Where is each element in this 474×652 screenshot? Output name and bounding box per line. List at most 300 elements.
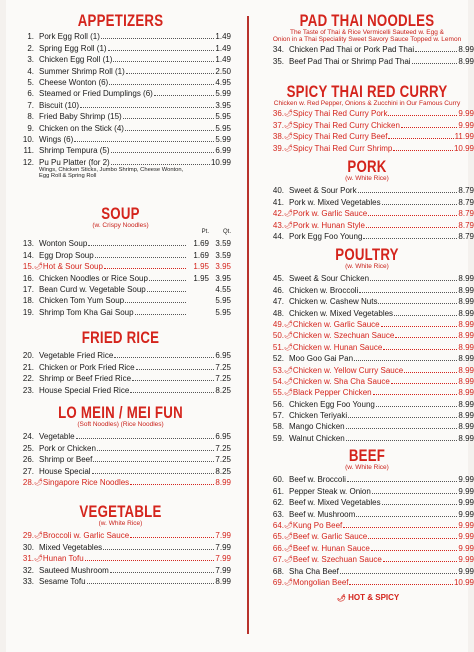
- item-price: 8.79: [458, 220, 474, 230]
- item-number: 57.: [272, 411, 284, 421]
- menu-item-row: [10, 110, 231, 121]
- item-price-pint: 1.69: [193, 239, 209, 249]
- item-price: 8.99: [458, 433, 474, 443]
- item-number: 10.: [22, 134, 34, 144]
- menu-item-row: [10, 144, 231, 155]
- item-price: 10.99: [210, 157, 231, 167]
- menu-item-row: [10, 87, 231, 98]
- item-price-quart: 5.95: [215, 296, 231, 306]
- item-name: Vegetable: [39, 432, 75, 442]
- dot-leader: [343, 527, 457, 528]
- dot-leader: [130, 392, 214, 393]
- item-price: 9.99: [458, 486, 474, 496]
- chili-pepper-icon: 🌶: [284, 377, 293, 385]
- item-number: 41.: [272, 197, 284, 207]
- item-name: House Special: [39, 466, 91, 476]
- item-price: 8.99: [458, 297, 474, 307]
- item-price: 5.99: [215, 134, 231, 144]
- lo-mein-list: [10, 430, 231, 487]
- item-name: Chicken w. Cashew Nuts: [289, 297, 378, 307]
- dot-leader: [348, 417, 457, 418]
- item-price-quart: 3.95: [215, 273, 231, 283]
- dot-leader: [104, 268, 186, 269]
- dot-leader: [95, 257, 186, 258]
- dot-leader: [368, 215, 457, 216]
- menu-item-row: [10, 305, 231, 316]
- menu-item-row: [10, 552, 231, 563]
- item-number: 21.: [22, 362, 34, 372]
- dot-leader: [378, 303, 457, 304]
- fried-rice-section: [10, 329, 231, 395]
- chili-pepper-icon: 🌶: [284, 521, 293, 529]
- chili-pepper-icon: 🌶: [284, 210, 293, 218]
- item-price: 8.99: [458, 331, 474, 341]
- dot-leader: [393, 150, 453, 151]
- appetizers-list: [10, 30, 231, 167]
- menu-item-row: [260, 409, 474, 420]
- dot-leader: [108, 50, 215, 51]
- menu-item-row: [260, 230, 474, 241]
- item-price: 8.99: [215, 576, 231, 586]
- hot-spicy-legend: [337, 593, 399, 602]
- item-number: 31.: [22, 554, 34, 564]
- item-name: Chicken Teriyaki: [289, 411, 348, 421]
- item-price: 6.95: [215, 351, 231, 361]
- item-number: 20.: [22, 351, 34, 361]
- item-name: Hot & Sour Soup: [42, 262, 103, 272]
- menu-item-row: [10, 76, 231, 87]
- poultry-section: [260, 246, 474, 443]
- item-number: 39.: [272, 143, 284, 153]
- item-price: 7.25: [215, 455, 231, 465]
- item-price: 3.95: [215, 100, 231, 110]
- pork-list: [260, 184, 474, 241]
- item-name: Steamed or Fried Dumplings (6): [39, 89, 153, 99]
- menu-item-row: [10, 464, 231, 475]
- item-price: 10.99: [453, 143, 474, 153]
- item-name: Moo Goo Gai Pan: [289, 354, 354, 364]
- item-price: 9.99: [458, 498, 474, 508]
- item-price: 7.25: [215, 374, 231, 384]
- item-name: Pork or Chicken: [39, 443, 96, 453]
- item-number: 69.: [272, 577, 284, 587]
- dot-leader: [356, 516, 457, 517]
- dot-leader: [97, 450, 215, 451]
- beef-subtitle: (w. White Rice): [345, 464, 389, 471]
- menu-item-row: [260, 195, 474, 206]
- item-number: 48.: [272, 308, 284, 318]
- menu-item-row: [10, 529, 231, 540]
- menu-item-row: [260, 363, 474, 374]
- item-name: Spicy Thai Red Curry Chicken: [292, 120, 400, 130]
- item-number: 25.: [22, 443, 34, 453]
- item-name: Singapore Rice Noodles: [42, 477, 130, 487]
- dot-leader: [382, 204, 458, 205]
- item-number: 9.: [27, 123, 34, 133]
- item-price: 1.49: [215, 55, 231, 65]
- item-price: 8.79: [458, 209, 474, 219]
- chili-pepper-icon: 🌶: [337, 595, 346, 602]
- menu-item-row: [260, 43, 474, 54]
- item-name: Pork w. Hunan Style: [292, 220, 365, 230]
- item-number: 68.: [272, 566, 284, 576]
- menu-item-row: [260, 375, 474, 386]
- menu-item-row: [10, 430, 231, 441]
- menu-item-row: [10, 237, 231, 248]
- menu-item-row: [260, 218, 474, 229]
- dot-leader: [130, 537, 214, 538]
- menu-item-row: [260, 352, 474, 363]
- item-price: 10.99: [453, 577, 474, 587]
- item-number: 67.: [272, 555, 284, 565]
- item-price: 11.99: [454, 132, 474, 142]
- menu-item-row: [10, 372, 231, 383]
- item-price: 8.99: [458, 274, 474, 284]
- dot-leader: [404, 372, 457, 373]
- dot-leader: [370, 280, 457, 281]
- soup-section: [10, 205, 231, 317]
- menu-item-row: [260, 397, 474, 408]
- item-name: Spicy Thai Red Curry Pork: [292, 109, 388, 119]
- dot-leader: [349, 584, 452, 585]
- dot-leader: [363, 238, 457, 239]
- item-price-pint: 1.95: [193, 273, 209, 283]
- item-name: Sha Cha Beef: [289, 566, 339, 576]
- pupu-note-line1: Wings, Chicken Sticks, Jumbo Shrimp, Cheese Wonton,: [39, 166, 184, 173]
- menu-item-row: [260, 431, 474, 442]
- chili-pepper-icon: 🌶: [284, 556, 293, 564]
- dot-leader: [114, 357, 214, 358]
- item-name: Biscuit (10): [39, 100, 80, 110]
- chili-pepper-icon: 🌶: [284, 366, 293, 374]
- item-number: 19.: [22, 307, 34, 317]
- item-price: 8.99: [458, 319, 474, 329]
- item-name: Chicken Pad Thai or Pork Pad Thai: [289, 45, 415, 55]
- dot-leader: [123, 118, 215, 119]
- item-price: 8.99: [458, 354, 474, 364]
- item-name: Sweet & Sour Chicken: [289, 274, 370, 284]
- pork-title: PORK: [347, 157, 387, 176]
- item-number: 64.: [272, 520, 284, 530]
- item-name: Chicken on the Stick (4): [39, 123, 124, 133]
- item-name: Beef w. Szechuan Sauce: [292, 555, 382, 565]
- dot-leader: [74, 141, 214, 142]
- dot-leader: [136, 369, 215, 370]
- item-price: 4.95: [215, 77, 231, 87]
- pad-thai-section: [260, 12, 474, 66]
- red-curry-section: [260, 83, 474, 153]
- item-price: 9.99: [458, 566, 474, 576]
- dot-leader: [149, 280, 186, 281]
- item-name: Chicken w. Mixed Vegetables: [289, 308, 394, 318]
- item-number: 66.: [272, 543, 284, 553]
- dot-leader: [92, 473, 215, 474]
- item-price: 8.99: [458, 56, 474, 66]
- item-name: Chicken w. Sha Cha Sauce: [292, 376, 390, 386]
- menu-item-row: [260, 207, 474, 218]
- vegetable-title: VEGETABLE: [79, 502, 162, 521]
- dot-leader: [371, 550, 458, 551]
- item-price: 7.99: [215, 565, 231, 575]
- item-number: 1.: [27, 32, 34, 42]
- dot-leader: [80, 107, 214, 108]
- item-price-quart: 3.95: [215, 262, 231, 272]
- item-price: 8.99: [215, 477, 231, 487]
- dot-leader: [388, 138, 453, 139]
- item-number: 53.: [272, 365, 284, 375]
- poultry-list: [260, 272, 474, 443]
- item-name: Vegetable Fried Rice: [39, 351, 114, 361]
- item-price: 9.99: [458, 555, 474, 565]
- dot-leader: [346, 428, 458, 429]
- item-name: Chicken w. Hunan Sauce: [292, 342, 383, 352]
- item-name: Spicy Thai Red Curry Beef: [292, 132, 388, 142]
- item-price: 7.25: [215, 443, 231, 453]
- menu-item-row: [10, 64, 231, 75]
- menu-item-row: [10, 476, 231, 487]
- item-number: 18.: [22, 296, 34, 306]
- item-name: Beef w. Hunan Sauce: [292, 543, 370, 553]
- menu-item-row: [260, 272, 474, 283]
- item-price: 8.99: [458, 45, 474, 55]
- soup-list: [10, 237, 231, 317]
- dot-leader: [347, 481, 458, 482]
- item-price: 9.99: [458, 120, 474, 130]
- item-name: Chicken w. Garlic Sauce: [292, 319, 380, 329]
- item-number: 65.: [272, 532, 284, 542]
- hot-spicy-label: HOT & SPICY: [348, 593, 400, 602]
- dot-leader: [132, 380, 214, 381]
- item-name: Sauteed Mushroom: [39, 565, 109, 575]
- item-number: 2.: [27, 43, 34, 53]
- dot-leader: [391, 383, 458, 384]
- item-number: 33.: [22, 576, 34, 586]
- menu-item-row: [260, 576, 474, 587]
- item-price: 8.99: [458, 411, 474, 421]
- item-price: 9.99: [458, 543, 474, 553]
- item-price-pint: 1.95: [193, 262, 209, 272]
- dot-leader: [359, 292, 457, 293]
- pad-thai-desc-line2: Onion in a Thai Speciality Sweet Savory Sauce Topped w. Lemon: [272, 36, 462, 43]
- item-name: Summer Shrimp Roll (1): [39, 66, 125, 76]
- item-number: 12.: [22, 157, 34, 167]
- item-name: Chicken w. Szechuan Sauce: [292, 331, 395, 341]
- dot-leader: [76, 438, 215, 439]
- appetizers-section: [10, 12, 231, 180]
- dot-leader: [113, 61, 214, 62]
- item-number: 32.: [22, 565, 34, 575]
- menu-item-row: [10, 98, 231, 109]
- item-name: Egg Drop Soup: [39, 250, 94, 260]
- chili-pepper-icon: 🌶: [34, 532, 43, 540]
- item-name: Beef Pad Thai or Shrimp Pad Thai: [289, 56, 411, 66]
- item-price: 8.99: [458, 308, 474, 318]
- dot-leader: [401, 127, 458, 128]
- chili-pepper-icon: 🌶: [34, 263, 43, 271]
- item-name: Wings (6): [39, 134, 74, 144]
- item-name: Shrimp Tom Kha Gai Soup: [39, 307, 134, 317]
- menu-item-row: [260, 54, 474, 65]
- vegetable-section: [10, 503, 231, 586]
- menu-item-row: [260, 473, 474, 484]
- menu-item-row: [10, 248, 231, 259]
- menu-item-row: [260, 283, 474, 294]
- dot-leader: [358, 192, 458, 193]
- menu-item-row: [10, 41, 231, 52]
- item-number: 29.: [22, 531, 34, 541]
- pork-section: [260, 158, 474, 241]
- item-number: 49.: [272, 319, 284, 329]
- dot-leader: [415, 51, 457, 52]
- menu-item-row: [260, 329, 474, 340]
- menu-item-row: [10, 294, 231, 305]
- item-number: 27.: [22, 466, 34, 476]
- menu-item-row: [260, 141, 474, 152]
- item-name: Mongolian Beef: [292, 577, 349, 587]
- item-number: 14.: [22, 250, 34, 260]
- chili-pepper-icon: 🌶: [284, 110, 293, 118]
- pad-thai-desc-line1: The Taste of Thai & Rice Vermicelli Sauteed w. Egg &: [289, 29, 445, 36]
- item-price: 5.95: [215, 123, 231, 133]
- menu-item-row: [10, 53, 231, 64]
- item-name: Chicken Egg Roll (1): [39, 55, 113, 65]
- menu-item-row: [260, 340, 474, 351]
- item-name: Chicken or Pork Fried Rice: [39, 362, 135, 372]
- item-name: Black Pepper Chicken: [292, 388, 372, 398]
- item-number: 26.: [22, 455, 34, 465]
- appetizers-title: APPETIZERS: [77, 11, 164, 30]
- dot-leader: [354, 360, 457, 361]
- menu-item-row: [260, 564, 474, 575]
- quart-label: Qt.: [222, 229, 231, 235]
- item-name: Pu Pu Platter (for 2): [39, 157, 110, 167]
- menu-item-row: [260, 484, 474, 495]
- item-name: Chicken Noodles or Rice Soup: [39, 273, 148, 283]
- item-number: 34.: [272, 45, 284, 55]
- item-number: 5.: [27, 77, 34, 87]
- item-price: 6.95: [215, 432, 231, 442]
- menu-item-row: [260, 386, 474, 397]
- dot-leader: [111, 164, 210, 165]
- item-price-quart: 4.55: [215, 284, 231, 294]
- dot-leader: [394, 315, 457, 316]
- item-name: Wonton Soup: [39, 239, 88, 249]
- item-price: 5.95: [215, 112, 231, 122]
- item-price-quart: 5.95: [215, 307, 231, 317]
- item-price: 8.99: [458, 388, 474, 398]
- item-number: 54.: [272, 376, 284, 386]
- item-name: Chicken Tom Yum Soup: [39, 296, 125, 306]
- item-name: Pepper Steak w. Onion: [289, 486, 371, 496]
- item-number: 47.: [272, 297, 284, 307]
- item-number: 22.: [22, 374, 34, 384]
- item-name: Mango Chicken: [289, 422, 345, 432]
- pork-subtitle: (w. White Rice): [345, 175, 389, 182]
- poultry-subtitle: (w. White Rice): [345, 263, 389, 270]
- item-name: Beef w. Mixed Vegetables: [289, 498, 381, 508]
- item-price: 9.99: [458, 532, 474, 542]
- item-number: 44.: [272, 231, 284, 241]
- item-number: 28.: [22, 477, 34, 487]
- item-number: 45.: [272, 274, 284, 284]
- pad-thai-title: PAD THAI NOODLES: [299, 11, 435, 30]
- menu-item-row: [260, 420, 474, 431]
- item-price: 6.99: [215, 146, 231, 156]
- dot-leader: [154, 95, 215, 96]
- dot-leader: [88, 245, 186, 246]
- item-number: 59.: [272, 433, 284, 443]
- item-price: 7.99: [215, 554, 231, 564]
- item-name: Sesame Tofu: [39, 576, 86, 586]
- chili-pepper-icon: 🌶: [284, 533, 293, 541]
- dot-leader: [101, 38, 215, 39]
- item-price: 8.25: [215, 466, 231, 476]
- dot-leader: [366, 227, 457, 228]
- chili-pepper-icon: 🌶: [284, 343, 293, 351]
- dot-leader: [383, 561, 458, 562]
- menu-item-row: [10, 260, 231, 271]
- item-price: 8.99: [458, 365, 474, 375]
- item-name: Spring Egg Roll (1): [39, 43, 107, 53]
- item-number: 6.: [27, 89, 34, 99]
- item-price-quart: 3.59: [215, 250, 231, 260]
- item-number: 7.: [27, 100, 34, 110]
- menu-item-row: [260, 519, 474, 530]
- pupu-note-line2: Egg Roll & Spring Roll: [39, 173, 97, 180]
- item-name: Pork Egg Foo Young: [289, 231, 363, 241]
- red-curry-list: [260, 107, 474, 153]
- menu-item-row: [260, 107, 474, 118]
- item-name: Hunan Tofu: [42, 554, 84, 564]
- soup-subtitle: (w. Crispy Noodles): [92, 222, 149, 229]
- chili-pepper-icon: 🌶: [284, 578, 293, 586]
- chili-pepper-icon: 🌶: [284, 221, 293, 229]
- item-price: 7.99: [215, 531, 231, 541]
- item-price: 9.99: [458, 520, 474, 530]
- dot-leader: [109, 84, 214, 85]
- item-number: 30.: [22, 542, 34, 552]
- item-price: 9.99: [458, 475, 474, 485]
- menu-item-row: [260, 184, 474, 195]
- item-name: Chicken w. Yellow Curry Sauce: [292, 365, 404, 375]
- item-number: 52.: [272, 354, 284, 364]
- vegetable-list: [10, 529, 231, 586]
- item-number: 17.: [22, 284, 34, 294]
- dot-leader: [340, 573, 458, 574]
- item-price: 1.49: [215, 43, 231, 53]
- item-number: 51.: [272, 342, 284, 352]
- dot-leader: [346, 440, 458, 441]
- dot-leader: [368, 538, 457, 539]
- item-name: Pork w. Garlic Sauce: [292, 209, 368, 219]
- pad-thai-list: [260, 43, 474, 66]
- dot-leader: [87, 583, 215, 584]
- dot-leader: [135, 314, 186, 315]
- dot-leader: [147, 291, 186, 292]
- menu-item-row: [260, 318, 474, 329]
- item-price: 7.99: [215, 542, 231, 552]
- item-name: Walnut Chicken: [289, 433, 345, 443]
- item-number: 3.: [27, 55, 34, 65]
- item-number: 4.: [27, 66, 34, 76]
- item-price: 8.79: [458, 231, 474, 241]
- dot-leader: [373, 394, 458, 395]
- menu-item-row: [260, 130, 474, 141]
- item-number: 16.: [22, 273, 34, 283]
- chili-pepper-icon: 🌶: [284, 332, 293, 340]
- item-number: 40.: [272, 186, 284, 196]
- dot-leader: [372, 493, 458, 494]
